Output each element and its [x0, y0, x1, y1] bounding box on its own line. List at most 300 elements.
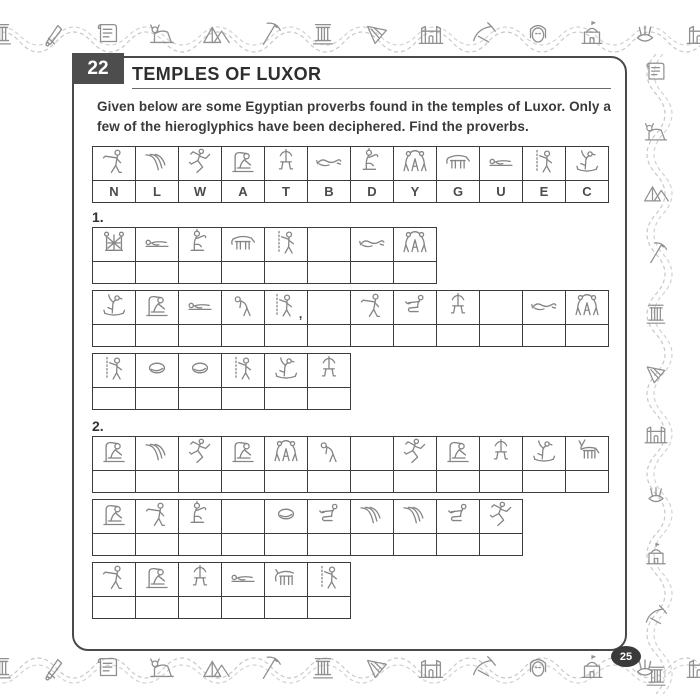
hieroglyph-running-beast-icon [358, 228, 386, 256]
letter-cell: W [179, 180, 222, 202]
hieroglyph-figure-at-dotted-wall-icon [272, 228, 300, 256]
column-icon [0, 19, 16, 49]
answer-cell[interactable] [523, 324, 566, 346]
temple-gate-icon [642, 420, 670, 448]
glyph-wrap [530, 147, 558, 175]
answer-cell[interactable] [136, 387, 179, 409]
glyph-cell [480, 290, 523, 324]
answer-cell[interactable] [179, 261, 222, 283]
glyph-cell [222, 290, 265, 324]
hieroglyph-horned-antelope-icon [573, 437, 601, 465]
hieroglyph-sheaf-on-stand-icon [272, 147, 300, 175]
glyph-wrap [358, 291, 386, 319]
glyph-cell [523, 290, 566, 324]
glyph-cell [265, 436, 308, 470]
glyph-wrap [186, 437, 214, 465]
glyph-wrap [272, 354, 300, 382]
answer-cell[interactable] [93, 596, 136, 618]
hieroglyph-reclining-figure-icon [143, 228, 171, 256]
glyph-wrap [186, 563, 214, 591]
answer-cell[interactable] [308, 324, 351, 346]
hieroglyph-kneeling-figure-with-bowl-icon [401, 291, 429, 319]
glyph-wrap [401, 500, 429, 528]
glyph-wrap [444, 500, 472, 528]
title-row [132, 61, 611, 89]
glyph-wrap [487, 500, 515, 528]
pyramids-icon [642, 179, 670, 207]
scroll-icon [93, 19, 123, 49]
glyph-cell [179, 227, 222, 261]
hieroglyph-sheaf-on-stand-icon [487, 437, 515, 465]
hieroglyph-running-beast-icon [315, 147, 343, 175]
pickaxe-icon [254, 19, 284, 49]
plough-icon [469, 19, 499, 49]
answer-cell[interactable] [222, 596, 265, 618]
letter-cell: C [566, 180, 609, 202]
glyph-cell [136, 353, 179, 387]
hieroglyph-seated-figure-arm-raised-icon [186, 500, 214, 528]
glyph-wrap [272, 437, 300, 465]
answer-cell[interactable] [480, 533, 523, 555]
answer-cell[interactable] [437, 324, 480, 346]
glyph-wrap [229, 437, 257, 465]
glyph-cell [351, 499, 394, 533]
hieroglyph-seated-scribe-in-shrine-icon [143, 563, 171, 591]
proverb-row-wrap [92, 290, 625, 347]
glyph-cell [265, 499, 308, 533]
glyph-wrap [315, 437, 343, 465]
answer-cell[interactable] [179, 387, 222, 409]
glyph-cell [136, 146, 179, 180]
glyph-wrap [143, 500, 171, 528]
hieroglyph-seated-scribe-in-shrine-icon [229, 147, 257, 175]
hieroglyph-long-quadruped-icon [444, 147, 472, 175]
page-number-badge: 25 [611, 646, 641, 667]
hieroglyph-grazing-beast-icon [272, 563, 300, 591]
hieroglyph-seated-scribe-in-shrine-icon [100, 500, 128, 528]
answer-cell[interactable] [136, 470, 179, 492]
letter-cell: N [93, 180, 136, 202]
answer-cell[interactable] [136, 261, 179, 283]
proverb-row-wrap [92, 562, 625, 619]
hieroglyph-seated-scribe-in-shrine-icon [100, 437, 128, 465]
glyph-wrap [487, 437, 515, 465]
hieroglyph-figure-at-dotted-wall-icon [315, 563, 343, 591]
sphinx-icon [147, 653, 177, 683]
proverb-row-table [92, 562, 351, 619]
sphinx-icon [642, 118, 670, 146]
pickaxe-icon [642, 239, 670, 267]
answer-cell[interactable] [179, 596, 222, 618]
letter-cell: T [265, 180, 308, 202]
answer-cell[interactable] [394, 324, 437, 346]
glyph-cell [222, 499, 265, 533]
glyph-cell [394, 499, 437, 533]
answer-cell[interactable] [394, 470, 437, 492]
hieroglyph-sheaf-on-stand-icon [444, 291, 472, 319]
hieroglyph-figure-at-dotted-wall-icon [270, 291, 298, 319]
answer-cell[interactable] [136, 324, 179, 346]
hieroglyph-seated-scribe-in-shrine-icon [229, 437, 257, 465]
glyph-cell [179, 436, 222, 470]
glyph-wrap [100, 147, 128, 175]
hieroglyph-two-dancers-arch-icon [272, 437, 300, 465]
puzzle-label: 2. [92, 417, 104, 434]
glyph-wrap [315, 563, 343, 591]
answer-cell[interactable] [265, 533, 308, 555]
hieroglyph-seated-scribe-in-shrine-icon [444, 437, 472, 465]
pottery-shard-icon [362, 19, 392, 49]
proverb-row-table [92, 436, 609, 493]
glyph-wrap [186, 291, 214, 319]
glyph-wrap [358, 147, 386, 175]
hieroglyph-bird-on-boat-icon [530, 437, 558, 465]
hieroglyph-seated-scribe-in-shrine-icon [143, 291, 171, 319]
answer-cell[interactable] [222, 470, 265, 492]
answer-cell[interactable] [222, 261, 265, 283]
glyph-wrap [487, 147, 515, 175]
glyph-cell [179, 499, 222, 533]
glyph-wrap [272, 147, 300, 175]
answer-cell[interactable] [351, 533, 394, 555]
answer-cell[interactable] [93, 261, 136, 283]
glyph-wrap [272, 228, 300, 256]
glyph-wrap [444, 437, 472, 465]
plough-icon [642, 602, 670, 630]
column-icon [642, 662, 670, 690]
column-icon [0, 653, 16, 683]
hieroglyph-two-dancers-arch-icon [573, 291, 601, 319]
hieroglyph-oval-shell-icon [186, 354, 214, 382]
letter-cell: L [136, 180, 179, 202]
harvest-icon [642, 481, 670, 509]
proverb-row-table [92, 353, 351, 410]
glyph-wrap [100, 354, 128, 382]
hieroglyph-standing-man-pointing-icon [100, 147, 128, 175]
hieroglyph-dancing-figure-icon [186, 437, 214, 465]
glyph-cell [566, 146, 609, 180]
answer-cell[interactable] [222, 533, 265, 555]
glyph-cell [93, 353, 136, 387]
worksheet-panel [72, 56, 627, 651]
hieroglyph-figure-at-dotted-wall-icon [100, 354, 128, 382]
glyph-wrap [573, 291, 601, 319]
glyph-cell [351, 436, 394, 470]
glyph-wrap [100, 563, 128, 591]
letter-cell: G [437, 180, 480, 202]
shrine-icon [577, 653, 607, 683]
glyph-cell [394, 290, 437, 324]
pharaoh-mask-icon [523, 653, 553, 683]
letter-cell: A [222, 180, 265, 202]
puzzle-1 [74, 209, 625, 410]
hieroglyph-flowing-water-lines-icon [143, 147, 171, 175]
answer-cell[interactable] [265, 470, 308, 492]
pottery-shard-icon [362, 653, 392, 683]
hieroglyph-standing-man-pointing-icon [143, 500, 171, 528]
temple-gate-icon [684, 19, 700, 49]
answer-cell[interactable] [394, 533, 437, 555]
column-icon [308, 19, 338, 49]
glyph-cell [222, 562, 265, 596]
letter-cell: E [523, 180, 566, 202]
temple-gate-icon [416, 19, 446, 49]
hieroglyph-seated-figure-arm-raised-icon [358, 147, 386, 175]
glyph-cell [93, 290, 136, 324]
glyph-cell [394, 436, 437, 470]
top-decorative-border [0, 10, 700, 58]
hieroglyph-figure-at-dotted-wall-icon [530, 147, 558, 175]
glyph-wrap [444, 147, 472, 175]
answer-cell[interactable] [179, 470, 222, 492]
glyph-wrap [315, 147, 343, 175]
answer-cell[interactable] [308, 533, 351, 555]
glyph-wrap [358, 500, 386, 528]
glyph-cell [265, 353, 308, 387]
page-title: TEMPLES OF LUXOR [132, 64, 322, 84]
proverb-row-table [92, 227, 437, 284]
proverb-row-table [92, 290, 609, 347]
glyph-wrap [143, 354, 171, 382]
glyph-wrap [573, 437, 601, 465]
dagger-icon [40, 19, 70, 49]
pickaxe-icon [254, 653, 284, 683]
glyph-cell [136, 290, 179, 324]
answer-cell[interactable] [93, 533, 136, 555]
glyph-cell [93, 499, 136, 533]
glyph-wrap [444, 291, 472, 319]
glyph-cell [523, 146, 566, 180]
scroll-icon [642, 58, 670, 86]
hieroglyph-figure-at-dotted-wall-icon [229, 354, 257, 382]
answer-cell[interactable] [480, 470, 523, 492]
glyph-cell [308, 436, 351, 470]
plough-icon [469, 653, 499, 683]
glyph-cell [93, 562, 136, 596]
glyph-cell [480, 499, 523, 533]
glyph-cell [308, 146, 351, 180]
answer-cell[interactable] [308, 596, 351, 618]
answer-cell[interactable] [437, 470, 480, 492]
glyph-cell [308, 499, 351, 533]
hieroglyph-long-quadruped-icon [229, 228, 257, 256]
glyph-cell [265, 290, 308, 324]
answer-cell[interactable] [265, 387, 308, 409]
glyph-cell [93, 146, 136, 180]
answer-cell[interactable] [179, 324, 222, 346]
glyph-wrap [401, 228, 429, 256]
proverb-row-wrap [92, 353, 625, 410]
glyph-wrap [100, 437, 128, 465]
puzzle-label: 1. [92, 208, 104, 225]
hieroglyph-bird-on-boat-icon [100, 291, 128, 319]
puzzles [74, 209, 625, 619]
column-icon [308, 653, 338, 683]
glyph-wrap [100, 500, 128, 528]
hieroglyph-flowing-water-lines-icon [143, 437, 171, 465]
glyph-wrap [530, 291, 558, 319]
answer-cell[interactable] [265, 324, 308, 346]
answer-cell[interactable] [222, 387, 265, 409]
answer-cell[interactable] [523, 470, 566, 492]
hieroglyph-bowing-figure-icon [315, 437, 343, 465]
glyph-cell [222, 146, 265, 180]
decipher-key-table [92, 146, 609, 203]
pyramids-icon [201, 653, 231, 683]
answer-cell[interactable] [351, 470, 394, 492]
glyph-cell [222, 353, 265, 387]
letter-cell: D [351, 180, 394, 202]
temple-gate-icon [416, 653, 446, 683]
puzzle-2 [74, 418, 625, 619]
glyph-wrap [573, 147, 601, 175]
glyph-cell [437, 290, 480, 324]
glyph-wrap [358, 228, 386, 256]
proverb-row-table [92, 499, 523, 556]
glyph-cell [265, 146, 308, 180]
dagger-icon [40, 653, 70, 683]
letter-cell: B [308, 180, 351, 202]
glyph-wrap [401, 291, 429, 319]
glyph-wrap [530, 437, 558, 465]
hieroglyph-dancing-figure-icon [401, 437, 429, 465]
hieroglyph-kneeling-figure-with-bowl-icon [315, 500, 343, 528]
answer-cell[interactable] [265, 596, 308, 618]
harvest-icon [630, 19, 660, 49]
answer-cell[interactable] [93, 470, 136, 492]
glyph-cell [179, 562, 222, 596]
glyph-cell [351, 146, 394, 180]
glyph-cell [222, 227, 265, 261]
glyph-cell [265, 227, 308, 261]
answer-cell[interactable] [351, 261, 394, 283]
glyph-wrap [100, 228, 128, 256]
hieroglyph-two-dancers-arch-icon [401, 147, 429, 175]
answer-cell[interactable] [437, 533, 480, 555]
answer-cell[interactable] [308, 261, 351, 283]
hieroglyph-standing-man-pointing-icon [358, 291, 386, 319]
glyph-wrap [229, 228, 257, 256]
answer-cell[interactable] [566, 324, 609, 346]
glyph-wrap [143, 437, 171, 465]
glyph-cell [265, 562, 308, 596]
answer-cell[interactable] [93, 387, 136, 409]
hieroglyph-bird-on-boat-icon [573, 147, 601, 175]
hieroglyph-sheaf-on-stand-icon [186, 563, 214, 591]
glyph-cell [480, 436, 523, 470]
column-icon [642, 300, 670, 328]
pharaoh-mask-icon [523, 19, 553, 49]
glyph-cell [136, 227, 179, 261]
glyph-wrap [401, 437, 429, 465]
hieroglyph-reclining-figure-icon [186, 291, 214, 319]
glyph-cell [308, 290, 351, 324]
decipher-key-wrap [92, 146, 625, 203]
hieroglyph-flowing-water-lines-icon [401, 500, 429, 528]
glyph-wrap [229, 147, 257, 175]
glyph-wrap [315, 500, 343, 528]
hieroglyph-reclining-figure-icon [229, 563, 257, 591]
glyph-cell [179, 290, 222, 324]
glyph-wrap [315, 354, 343, 382]
glyph-cell [566, 290, 609, 324]
scroll-icon [93, 653, 123, 683]
hieroglyph-dancing-figure-icon [186, 147, 214, 175]
temple-gate-icon [684, 653, 700, 683]
answer-cell[interactable] [566, 470, 609, 492]
answer-cell[interactable] [308, 387, 351, 409]
glyph-cell [179, 353, 222, 387]
shrine-icon [642, 541, 670, 569]
intro-text: Given below are some Egyptian proverbs found in the temples of Luxor. Only a few of the hieroglyphics have been deciphered. Find the proverbs. [97, 99, 611, 135]
glyph-cell [136, 562, 179, 596]
glyph-cell [93, 227, 136, 261]
glyph-wrap [229, 563, 257, 591]
sphinx-icon [147, 19, 177, 49]
glyph-wrap [100, 291, 128, 319]
answer-cell[interactable] [93, 324, 136, 346]
hieroglyph-two-dancers-arch-icon [401, 228, 429, 256]
glyph-wrap [143, 563, 171, 591]
answer-cell[interactable] [394, 261, 437, 283]
glyph-wrap [143, 228, 171, 256]
pottery-shard-icon [642, 360, 670, 388]
answer-cell[interactable] [308, 470, 351, 492]
letter-cell: Y [394, 180, 437, 202]
glyph-cell [437, 146, 480, 180]
glyph-cell [308, 353, 351, 387]
hieroglyph-bird-on-boat-icon [272, 354, 300, 382]
hieroglyph-standing-man-pointing-icon [100, 563, 128, 591]
glyph-wrap [270, 291, 303, 319]
glyph-cell [308, 227, 351, 261]
proverb-row-wrap [92, 227, 625, 284]
answer-cell[interactable] [179, 533, 222, 555]
glyph-cell [566, 436, 609, 470]
hieroglyph-reclining-figure-icon [487, 147, 515, 175]
hieroglyph-sheaf-on-stand-icon [315, 354, 343, 382]
hieroglyph-figures-with-net-icon [100, 228, 128, 256]
answer-cell[interactable] [222, 324, 265, 346]
glyph-cell [437, 436, 480, 470]
glyph-wrap [143, 291, 171, 319]
glyph-cell [523, 436, 566, 470]
glyph-wrap [229, 354, 257, 382]
glyph-wrap [143, 147, 171, 175]
glyph-cell [394, 227, 437, 261]
answer-cell[interactable] [136, 533, 179, 555]
bottom-decorative-border [0, 644, 700, 692]
answer-cell[interactable] [480, 324, 523, 346]
glyph-wrap [186, 228, 214, 256]
answer-cell[interactable] [351, 324, 394, 346]
comma-mark: , [298, 305, 303, 321]
glyph-wrap [186, 147, 214, 175]
glyph-wrap [229, 291, 257, 319]
glyph-wrap [186, 354, 214, 382]
glyph-wrap [272, 500, 300, 528]
pyramids-icon [201, 19, 231, 49]
hieroglyph-kneeling-figure-with-bowl-icon [444, 500, 472, 528]
proverb-row-wrap [92, 499, 625, 556]
glyph-wrap [186, 500, 214, 528]
answer-cell[interactable] [136, 596, 179, 618]
letter-cell: U [480, 180, 523, 202]
answer-cell[interactable] [265, 261, 308, 283]
hieroglyph-flowing-water-lines-icon [358, 500, 386, 528]
glyph-cell [222, 436, 265, 470]
glyph-cell [179, 146, 222, 180]
